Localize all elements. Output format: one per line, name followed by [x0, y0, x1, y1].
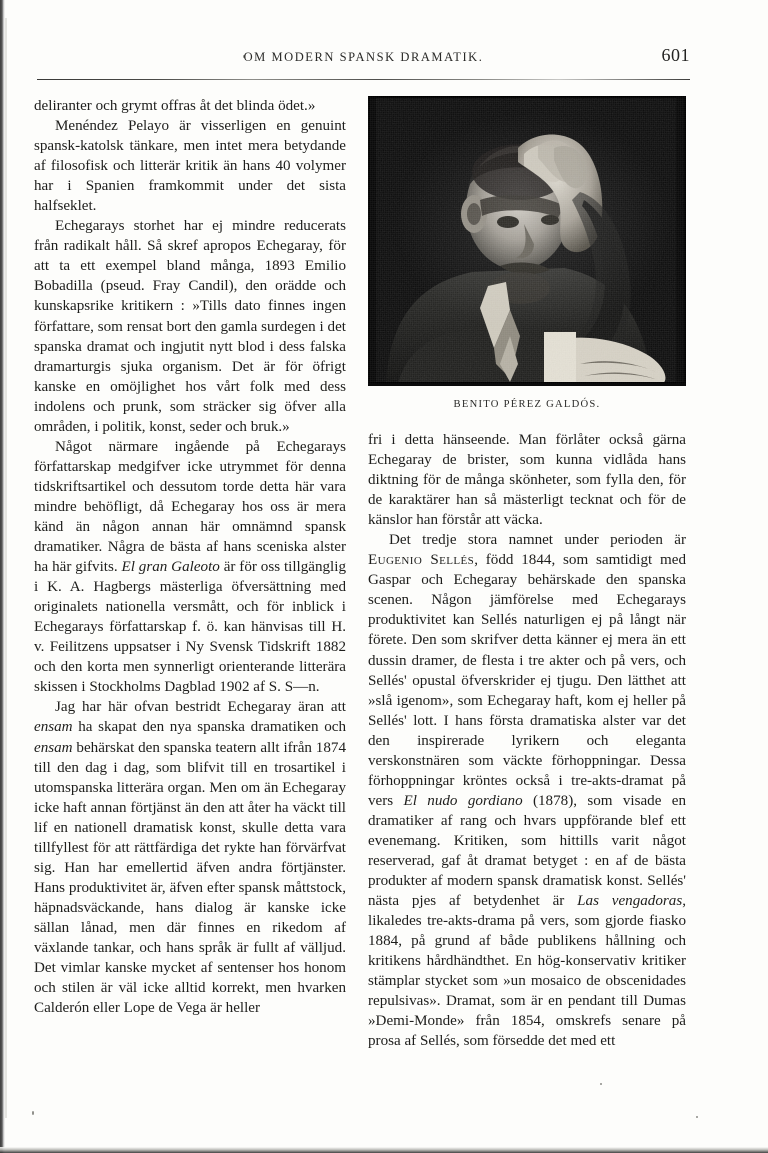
scan-edge-artifact-bottom [0, 1147, 768, 1153]
paragraph-text: Något närmare ingående på Echegarays författarskap medgifver icke utrymmet för denna tidskriftsartikel och dessutom torde detta här vara mindre behöfligt, då Echegaray hos oss är mera känd än någon annan här omnämnd spansk dramatiker. Några de bästa af hans sceniska alster ha här gifvits. [34, 438, 346, 576]
emphasis-ensam-second: ensam [34, 739, 73, 756]
page-title: OM MODERN SPANSK DRAMATIK. [243, 50, 484, 64]
paragraph-text: är för oss tillgänglig i K. A. Hagbergs mästerliga öfversättning med originalets nationella versmått, och för inblick i Echegarays författarskap f. ö. kan hänvisas till H. v. Feilitzens uppsatser i Ny Svensk Tidskrift 1882 och den korta men synnerligt orienterande litterära skissen i Stockholms Dagblad 1902 af S. S—n. [34, 559, 346, 696]
photo-vignette [368, 96, 686, 384]
paragraph-text: (1878), som visade en dramatiker af rang och hvars uppförande blef ett evenemang. Kritiken, som hittills varit något reserverad, gaf åt dramat betyget : en af de bästa produkter af modern spansk dramatisk konst. Sellés' nästa pjes af betydenhet är [368, 792, 687, 910]
scan-edge-artifact-left-secondary [5, 18, 7, 1118]
paragraph-text: Jag har här ofvan bestridt Echegaray äran att [55, 699, 346, 716]
paragraph [34, 697, 346, 1018]
paragraph: Echegarays storhet har ej mindre reducerats från radikalt håll. Så skref apropos Echegaray, för att ta ett exempel bland många, 1893 Emilio Bobadilla (pseud. Fray Candil), den orädde och kunskapsrike kritikern : »Tills dato finnes ingen författare, som rensat bort den gamla surdegen i det spanska dramat och ingjutit nytt blod i dess falska dramarturgis sjuka organism. Det är för öfrigt kanske en omöjlighet hos vårt folk med dess indolens och prunk, som sträcker sig öfver alla områden, i politik, konst, seder och bruk.» [34, 218, 346, 435]
scan-speck [696, 1116, 698, 1118]
paragraph [34, 437, 346, 698]
figure [368, 96, 686, 410]
paragraph-text: , likaledes tre-akts-drama på vers, som gjorde fiasko 1884, på grund af både publikens hållning och kritikens hårdhändthet. En hög-konservativ kritiker stämplar stycket som »un mosaico de obscenidades repulsivas». Dramat, som är en pendant till Dumas »Demi-Monde» från 1854, omskrefs senare på prosa af Sellés, som försedde det med ett [368, 893, 686, 1050]
paragraph: deliranter och grymt offras åt det blinda ödet.» [34, 98, 316, 114]
paragraph-text: behärskat den spanska teatern allt ifrån 1874 till den dag i dag, som blifvit till en trosartikel i utomspanska litterära organ. Men om än Echegaray icke haft annan förtjänst än den att åter ha väckt till lif en nationell dramatisk konst, skulle detta vara tillfyllest för att rättfärdiga det rykte han förvärfvat sig. Han har emellertid äfven andra förtjänster. Hans produktivitet är, äfven efter spansk måttstock, häpnadsväckande, hans dialog är kanske icke sällan lånad, men där finnes en rikedom af växlande tankar, och hans språk är fullt af välljud. Det vimlar kanske mycket af sentenser hos honom och stilen är väl icke alltid korrekt, men hvarken Calderón eller Lope de Vega är heller [34, 739, 346, 1017]
paragraph: Menéndez Pelayo är visserligen en genuint spansk-katolsk tänkare, men intet mera betydande af filosofisk och litterär kritik än hans 40 volymer har i Spanien framkommit under det sista halfseklet. [34, 118, 346, 215]
header-divider-rule [37, 79, 690, 80]
emphasis-ensam-first: ensam [34, 719, 73, 736]
paragraph: fri i detta hänseende. Man förlåter också gärna Echegaray de brister, som kunna vidlåda hans diktning för de många skönheter, som fylla den, för de karaktärer han så mästerligt tecknat och för de känslor han förstår att väcka. [368, 432, 686, 529]
scan-speck [600, 1083, 602, 1085]
work-title-el-gran-galeoto: El gran Galeoto [121, 559, 220, 576]
work-title-las-vengadoras: Las vengadoras [577, 893, 683, 910]
paragraph [368, 530, 686, 1051]
work-title-el-nudo-gordiano: El nudo gordiano [403, 792, 523, 809]
page-number: 601 [661, 45, 690, 65]
body-text-column-left [34, 96, 346, 1018]
paragraph-text: Det tredje stora namnet under perioden är [389, 532, 686, 549]
person-name-eugenio-selles: Eugenio Sellés [368, 552, 475, 569]
portrait-photograph [368, 96, 686, 386]
body-text-column-right [368, 430, 686, 1051]
running-head [37, 45, 690, 72]
paragraph-text: , född 1844, som samtidigt med Gaspar och Echegaray behärskade den spanska scenen. Någon jämförelse med Echegarays produktivitet kan Sellés naturligen ej på långt när förete. Den som skrifver detta känner ej mera än ett dussin dramer, de flesta i tre akter och på vers, och Sellés' opustal öfverskrider ej tjugu. Den lätthet att »slå igenom», som Echegaray haft, kom ej heller på Sellés' lott. I hans första dramatiska alster var det den inspirerade lyrikern och eleganta verskonstnären som väckte förhoppningar. Dessa förhoppningar kröntes också i tre-akts-dramat på vers [368, 552, 686, 809]
scan-speck [32, 1111, 34, 1115]
paragraph-text: ha skapat den nya spanska dramatiken och [72, 719, 346, 736]
figure-caption: BENITO PÉREZ GALDÓS. [453, 399, 601, 410]
